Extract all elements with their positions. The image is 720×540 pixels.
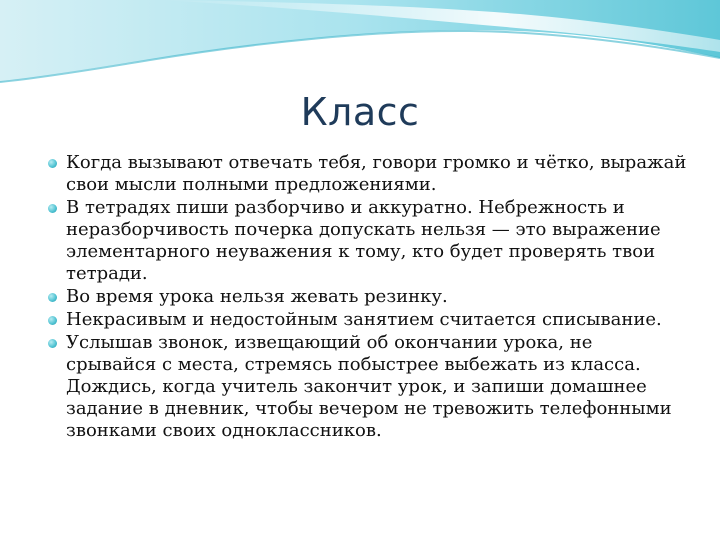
bullet-text: Во время урока нельзя жевать резинку. xyxy=(66,286,448,307)
bullet-text: Услышав звонок, извещающий об окончании урока, не срывайся с места, стремясь побыстрее выбежать из класса. Дождись, когда учитель закончит урок, и запиши домашнее задание в дневник, чтобы вечером не тревожить телефонными звонками своих одноклассников. xyxy=(66,332,672,441)
list-item xyxy=(48,309,688,331)
list-item xyxy=(48,152,688,196)
list-item xyxy=(48,286,688,308)
bullet-text: Некрасивым и недостойным занятием считается списывание. xyxy=(66,309,662,330)
list-item xyxy=(48,197,688,285)
bullet-text: В тетрадях пиши разборчиво и аккуратно. Небрежность и неразборчивость почерка допускать нельзя — это выражение элементарного неуважения к тому, кто будет проверять твои тетради. xyxy=(66,197,661,284)
round-dot-icon xyxy=(48,293,57,302)
round-dot-icon xyxy=(48,159,57,168)
slide-title: Класс xyxy=(300,90,420,134)
header-wave-decoration xyxy=(0,0,720,100)
round-dot-icon xyxy=(48,316,57,325)
bullet-list xyxy=(48,152,688,443)
list-item xyxy=(48,332,688,442)
bullet-text: Когда вызывают отвечать тебя, говори громко и чётко, выражай свои мысли полными предложениями. xyxy=(66,152,687,195)
round-dot-icon xyxy=(48,204,57,213)
round-dot-icon xyxy=(48,339,57,348)
